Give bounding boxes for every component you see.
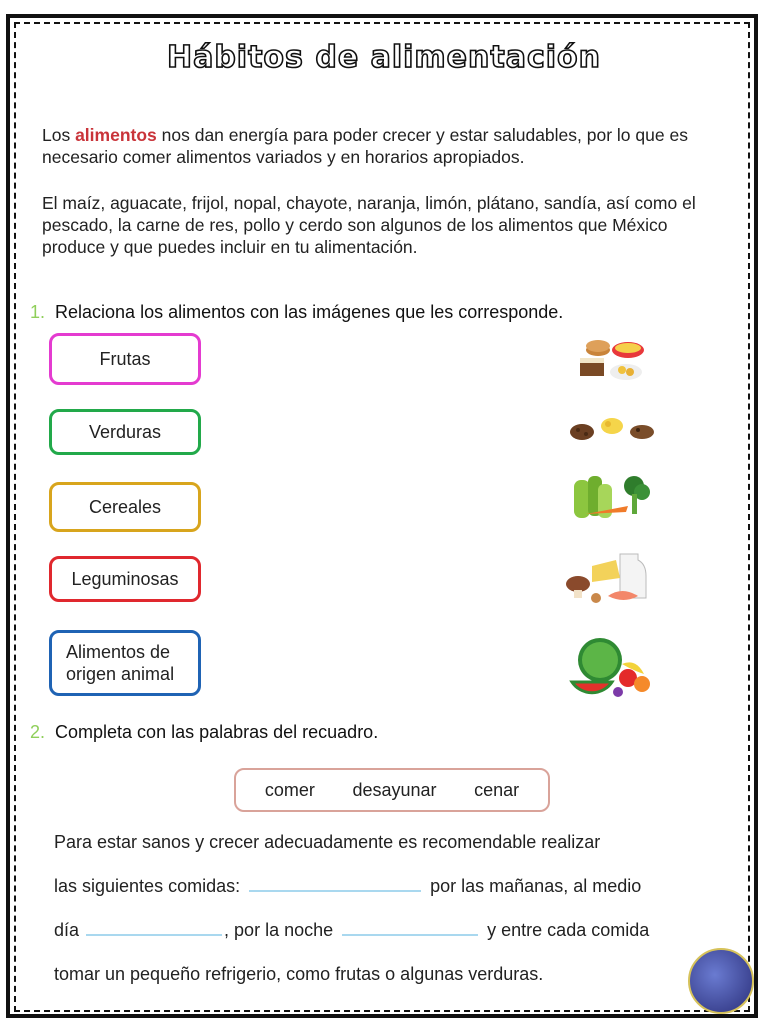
animal-products-icon[interactable] [562,546,656,608]
box-frutas[interactable] [49,333,201,385]
intro-text: Los [42,125,76,145]
cereals-icon[interactable] [572,336,648,386]
box-label: Leguminosas [71,568,179,589]
question-number: 1. [30,302,46,322]
material-didactico-logo [688,948,754,1014]
word-option[interactable]: desayunar [352,779,437,800]
legumes-icon[interactable] [566,412,658,448]
answer-blank-1[interactable] [249,876,421,892]
line-text: y entre cada comida [487,920,650,940]
answer-blank-2[interactable] [86,920,222,936]
exercise-line-2 [54,876,641,897]
word-box [234,768,550,812]
line-text: , por la noche [224,920,334,940]
line-text: por las mañanas, al medio [430,876,642,896]
highlight-word: alimentos [75,125,157,145]
question-1 [30,302,563,323]
question-text: Relaciona los alimentos con las imágenes que les corresponde. [55,302,564,322]
box-label: Cereales [88,496,162,517]
vegetables-icon[interactable] [566,470,658,526]
page-title: Hábitos de alimentación [166,40,602,75]
exercise-line-4: tomar un pequeño refrigerio, como frutas o algunas verduras. [54,964,544,984]
exercise-line-3 [54,920,649,941]
question-text: Completa con las palabras del recuadro. [55,722,379,742]
answer-blank-3[interactable] [342,920,478,936]
box-verduras[interactable] [49,409,201,455]
intro-paragraph-2: El maíz, aguacate, frijol, nopal, chayote, naranja, limón, plátano, sandía, así como el pescado, la carne de res, pollo y cerdo son algunos de los alimentos que México produce y que puedes incluir en tu alimentación. [42,193,696,257]
intro-paragraph-1 [42,124,702,168]
box-label: Alimentos de origen animal [66,642,175,684]
fruits-icon[interactable] [566,634,658,700]
box-cereales[interactable] [49,482,201,532]
exercise-line-1: Para estar sanos y crecer adecuadamente es recomendable realizar [54,832,601,852]
box-origen-animal[interactable] [49,630,201,696]
line-text: las siguientes comidas: [54,876,241,896]
question-2 [30,722,378,743]
box-leguminosas[interactable] [49,556,201,602]
intro-text: nos dan energía para poder crecer y estar saludables, por lo que es necesario comer alimentos variados y en horarios apropiados. [42,125,688,167]
box-label: Verduras [88,421,162,442]
line-text: día [54,920,80,940]
question-number: 2. [30,722,46,742]
box-label: Frutas [99,348,151,369]
word-option[interactable]: cenar [474,779,520,800]
word-option[interactable]: comer [264,779,315,800]
